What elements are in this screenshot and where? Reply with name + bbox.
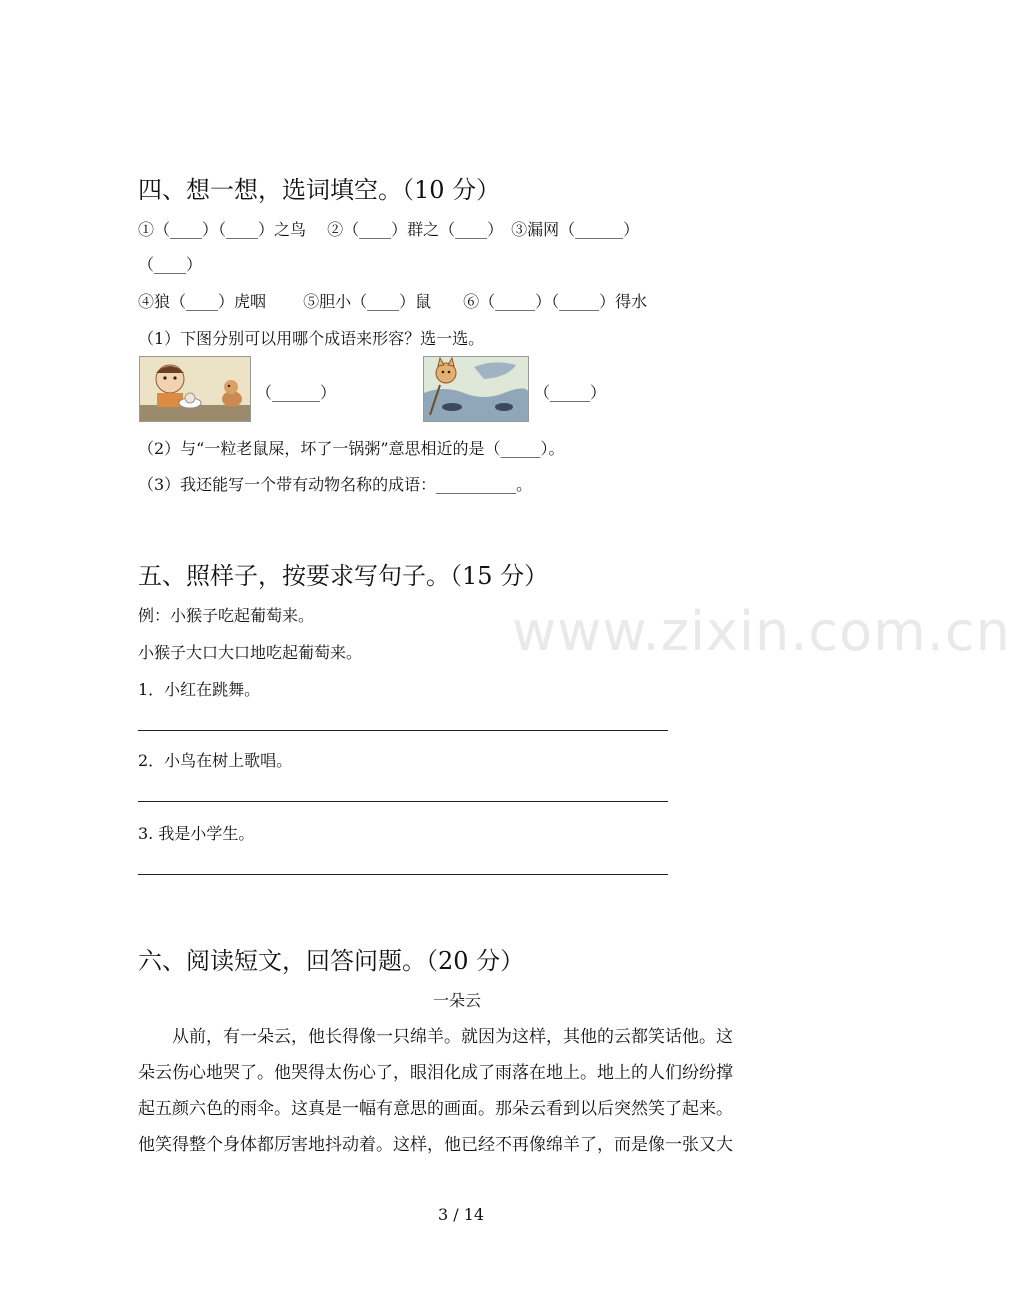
section5-title: 五、照样子，按要求写句子。（15 分） [138,562,549,590]
answer-line-3 [138,874,668,875]
answer-line-2 [138,801,668,802]
answer-line-1 [138,730,668,731]
section6-title: 六、阅读短文，回答问题。（20 分） [138,947,525,975]
story-line-3: 起五颜六色的雨伞。这真是一幅有意思的画面。那朵云看到以后突然笑了起来。 [138,1099,733,1119]
exercise-item-2: 2．小鸟在树上歌唱。 [138,751,293,770]
example-line-2: 小猴子大口大口地吃起葡萄来。 [138,643,363,662]
watermark: www.zixin.com.cn [512,600,1011,663]
cat-fishing-picture [423,356,529,422]
picture-1-blank: （______） [256,383,337,402]
picture-2-blank: （_____） [534,383,607,402]
fill-line-2: ④狼（____）虎咽 ⑤胆小（____）鼠 ⑥（_____）（_____）得水 [138,292,648,311]
question-3: （3）我还能写一个带有动物名称的成语：__________。 [138,475,533,494]
exercise-item-1: 1．小红在跳舞。 [138,680,261,699]
story-line-4: 他笑得整个身体都厉害地抖动着。这样，他已经不再像绵羊了，而是像一张又大 [138,1135,733,1155]
fill-line-1b: （____） [138,255,203,274]
example-line-1: 例：小猴子吃起葡萄来。 [138,606,315,625]
fill-line-1: ①（____）（____）之鸟 ②（____）群之（____） ③漏网（______） [138,220,640,239]
exercise-item-3: 3. 我是小学生。 [138,824,255,843]
story-line-1: 从前，有一朵云，他长得像一只绵羊。就因为这样，其他的云都笑话他。这 [172,1027,733,1047]
question-2: （2）与“一粒老鼠屎，坏了一锅粥”意思相近的是（_____）。 [138,439,565,458]
story-title: 一朵云 [433,991,482,1010]
story-line-2: 朵云伤心地哭了。他哭得太伤心了，眼泪化成了雨落在地上。地上的人们纷纷撑 [138,1063,733,1083]
page-number: 3 / 14 [438,1205,485,1224]
question-1: （1）下图分别可以用哪个成语来形容？选一选。 [138,329,485,348]
section4-title: 四、想一想，选词填空。（10 分） [138,176,501,204]
boy-eating-picture [139,356,251,422]
